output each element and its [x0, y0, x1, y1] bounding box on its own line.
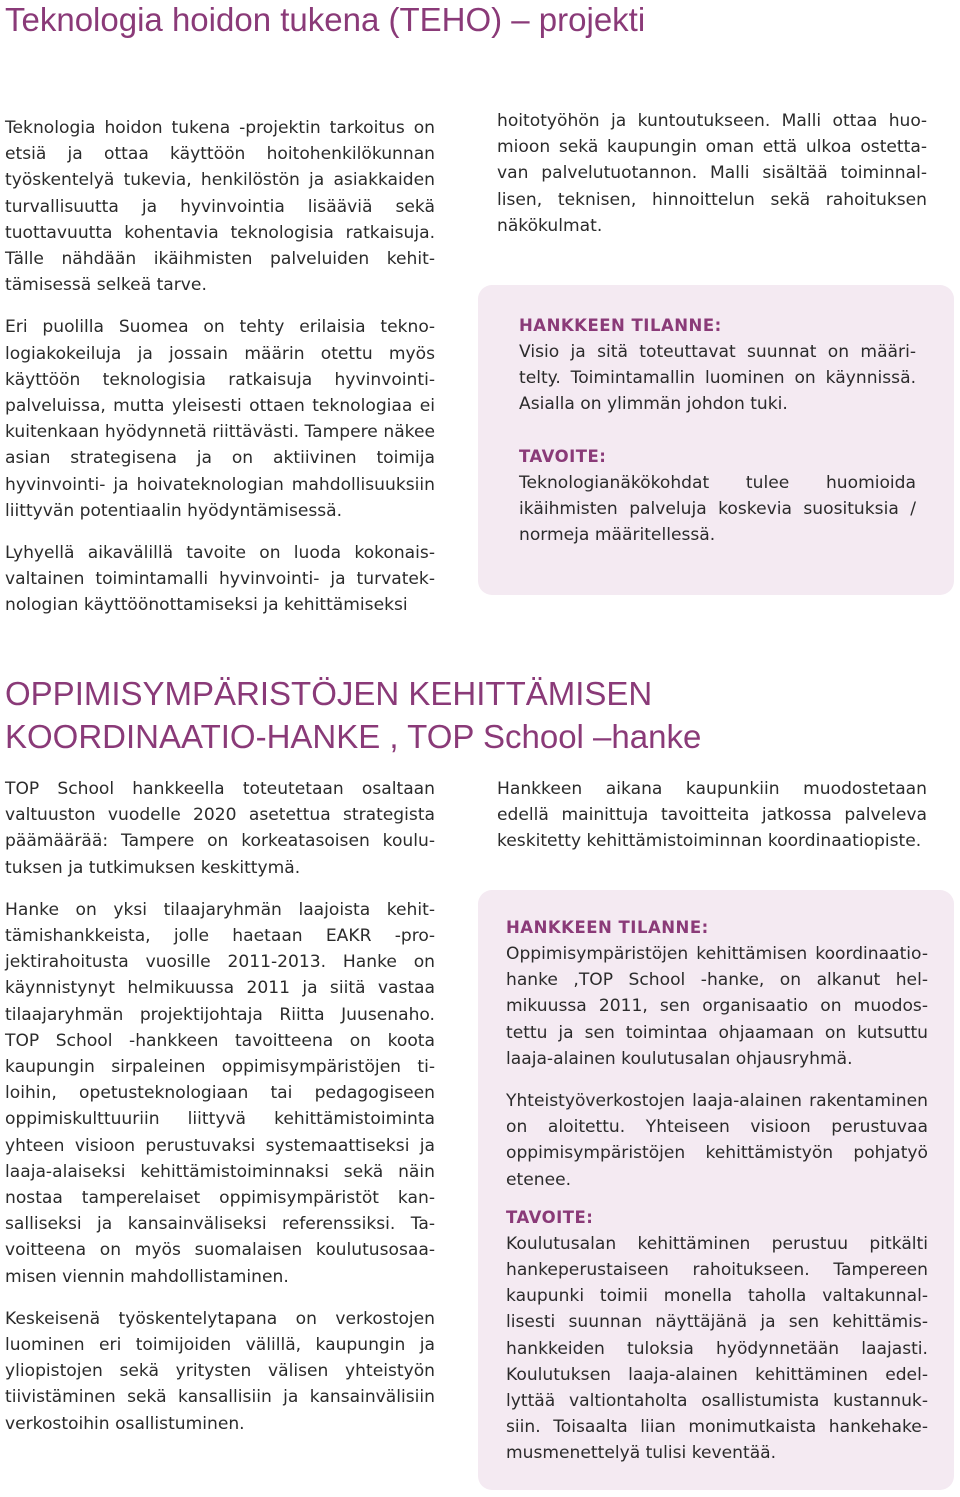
- status-label: HANKKEEN TILANNE:: [506, 918, 709, 937]
- teho-paragraph: Teknologia hoidon tukena -projektin tarkoitus on etsiä ja ottaa käyttöön hoitohenkilökunnan työskentelyä tukevia, henkilöstön ja asiakkaiden turvallisuutta ja hyvinvointia lisääviä sekä tuottavuutta kohentavia teknologisia ratkaisuja. Tälle nähdään ikäihmisten palveluiden kehittämisessä selkeä tarve.: [5, 118, 435, 296]
- goal-text: Teknologianäkökohdat tulee huomioida ikäihmisten palveluja koskevia suosituksia / normeja määritellessä.: [519, 472, 916, 546]
- section-title-top-school: [5, 672, 701, 758]
- goal-label: TAVOITE:: [506, 1207, 594, 1227]
- teho-paragraph: hoitotyöhön ja kuntoutukseen. Malli ottaa huomioon sekä kaupungin oman että ulkoa ostettavan palvelutuotannon. Malli sisältää toiminnallisen, teknisen, hinnoittelun sekä rahoituksen näkökulmat.: [497, 111, 927, 236]
- network-text: Yhteistyöverkostojen laaja-alainen rakentaminen on aloitettu. Yhteiseen visioon perustuvaa oppimisympäristöjen kehittämistyön pohjatyö etenee.: [506, 1091, 928, 1190]
- top-school-paragraph: Hanke on yksi tilaajaryhmän laajoista kehittämishankkeista, jolle haetaan EAKR -projektirahoitusta vuosille 2011-2013. Hanke on käynnistynyt helmikuussa 2011 ja siitä vastaa tilaajaryhmän projektijohtaja Riitta Juusenaho. TOP School -hankkeen tavoitteena on koota kaupungin sirpaleinen oppimisympäristöjen tiloihin, opetusteknologiaan tai pedagogiseen oppimiskulttuuriin liittyvä kehittämistoiminta yhteen visioon perustuvaksi systemaattiseksi ja laaja-alaiseksi kehittämistoiminnaksi sekä näin nostaa tamperelaiset oppimisympäristöt kansalliseksi ja kansainväliseksi referenssiksi. Tavoitteena on myös suomalaisen koulutusosaamisen viennin mahdollistaminen.: [5, 899, 435, 1287]
- top-school-paragraph: Keskeisenä työskentelytapana on verkostojen luominen eri toimijoiden välillä, kaupungin ja yliopistojen sekä yritysten välisen yhteistyön tiivistäminen sekä kansallisiin ja kansainvälisiin verkostoihin osallistuminen.: [5, 1308, 435, 1434]
- title-line-2: KOORDINAATIO-HANKE , TOP School –hanke: [5, 718, 702, 755]
- top-school-status-box: [478, 890, 954, 1490]
- title-line-1: OPPIMISYMPÄRISTÖJEN KEHITTÄMISEN: [5, 675, 653, 712]
- top-school-status-content: [506, 915, 928, 1467]
- teho-paragraph: Eri puolilla Suomea on tehty erilaisia teknologiakokeiluja ja jossain määrin otettu myös käyttöön teknologisia ratkaisuja hyvinvointipalveluissa, mutta yleisesti ottaen teknologiaa ei kuitenkaan hyödynnetä riittävästi. Tampere näkee asian strategisena ja on aktiivinen toimija hyvinvointi- ja hoivateknologian mahdollisuuksiin liittyvän potentiaalin hyödyntämisessä.: [5, 317, 435, 521]
- goal-text: Koulutusalan kehittäminen perustuu pitkälti hankeperustaiseen rahoitukseen. Tampereen kaupunki toimii monella taholla valtakunnallisesti suunnan näyttäjänä ja sen kehittämishankkeiden tuloksia hyödynnetään laajasti. Koulutuksen laaja-alainen kehittäminen edellyttää valtiontaholta osallistumista kustannuksiin. Toisaalta liian monimutkaista hankehakemusmenettelyä tulisi keventää.: [506, 1233, 928, 1464]
- status-text: Visio ja sitä toteuttavat suunnat on määritelty. Toimintamallin luominen on käynnissä. Asialla on ylimmän johdon tuki.: [519, 342, 916, 415]
- teho-paragraph: Lyhyellä aikavälillä tavoite on luoda kokonaisvaltainen toimintamalli hyvinvointi- ja turvateknologian käyttöönottamiseksi ja kehittämiseksi: [5, 543, 435, 616]
- status-label: HANKKEEN TILANNE:: [519, 316, 722, 335]
- top-school-left-column: [5, 776, 435, 1453]
- section-title-teho: Teknologia hoidon tukena (TEHO) – projekti: [5, 1, 646, 38]
- goal-label: TAVOITE:: [519, 446, 607, 466]
- teho-status-content: [519, 313, 916, 548]
- teho-left-column: [5, 115, 435, 635]
- status-text: Oppimisympäristöjen kehittämisen koordinaatio-hanke ,TOP School -hanke, on alkanut helmikuussa 2011, sen organisaatio on muodostettu ja sen toimintaa ohjaamaan on kutsuttu laaja-alainen koulutusalan ohjausryhmä.: [506, 944, 928, 1069]
- top-school-paragraph: TOP School hankkeella toteutetaan osaltaan valtuuston vuodelle 2020 asetettua strategista päämäärää: Tampere on korkeatasoisen koulutuksen ja tutkimuksen keskittymä.: [5, 779, 435, 878]
- teho-status-box: [478, 285, 954, 595]
- teho-right-column: [497, 108, 927, 255]
- top-school-right-column: [497, 776, 927, 871]
- top-school-paragraph: Hankkeen aikana kaupunkiin muodostetaan edellä mainittuja tavoitteita jatkossa palveleva keskitetty kehittämistoiminnan koordinaatiopiste.: [497, 779, 927, 852]
